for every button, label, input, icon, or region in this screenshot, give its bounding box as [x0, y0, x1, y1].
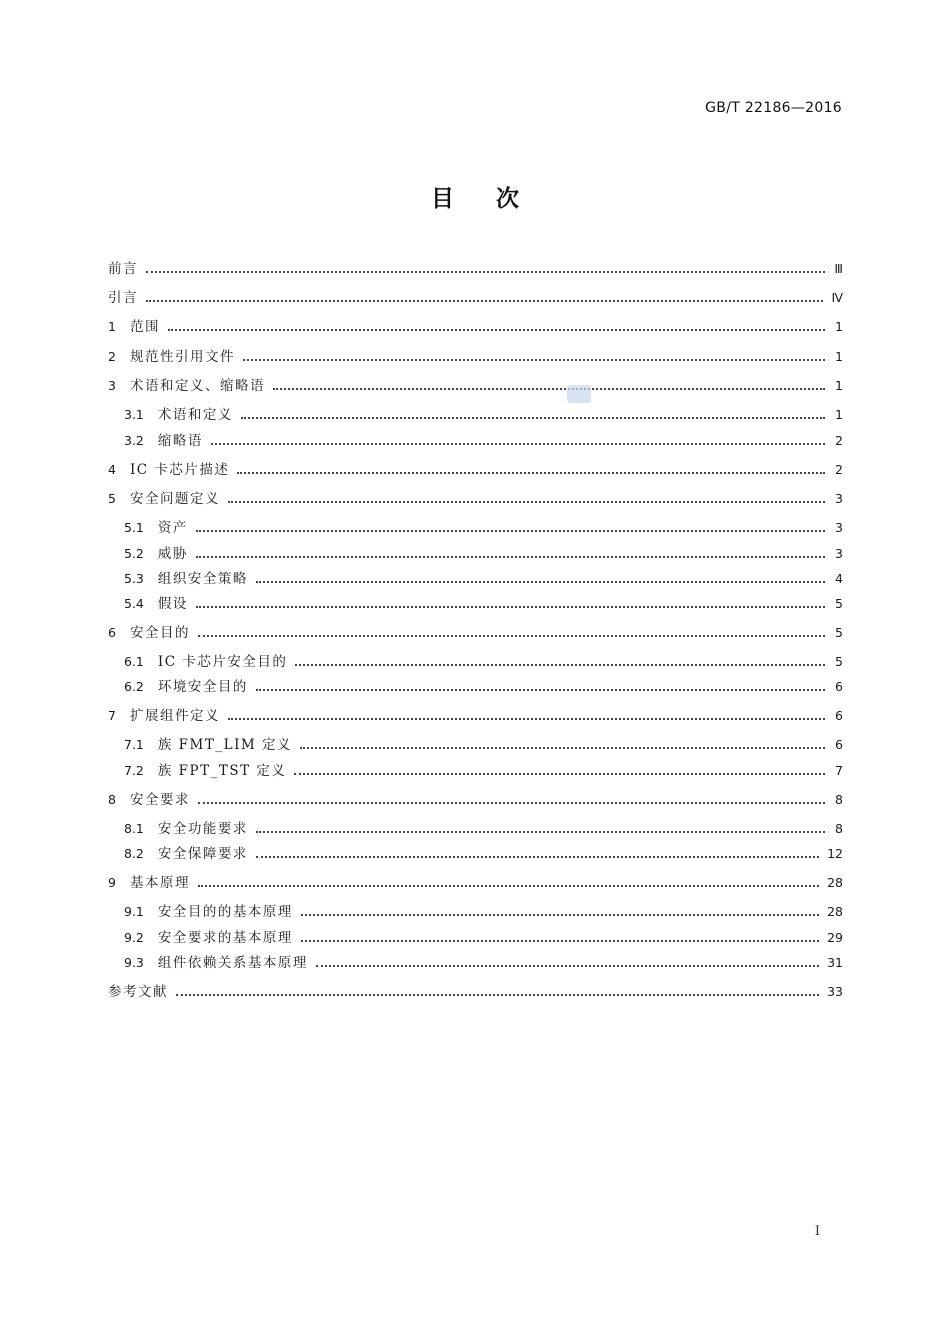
toc-dot-leader: [256, 856, 819, 858]
toc-dot-leader: [176, 994, 819, 996]
toc-entry-label: 威胁: [157, 546, 188, 562]
toc-entry-number: 3: [108, 378, 116, 393]
toc-entry-number: 2: [108, 349, 116, 364]
toc-entry-page: 1: [835, 319, 843, 334]
toc-dot-leader: [196, 606, 825, 608]
toc-entry[interactable]: [108, 789, 843, 811]
toc-entry[interactable]: [108, 258, 843, 280]
toc-dot-leader: [146, 271, 825, 273]
toc-entry-page: 33: [827, 984, 843, 999]
toc-entry-number: 1: [108, 319, 116, 334]
toc-entry[interactable]: [108, 952, 843, 974]
toc-entry-page: 5: [835, 596, 843, 611]
toc-entry-label: 扩展组件定义: [129, 708, 220, 724]
toc-entry[interactable]: [108, 676, 843, 698]
toc-entry[interactable]: [108, 843, 843, 865]
toc-entry[interactable]: [108, 872, 843, 894]
standard-number: GB/T 22186—2016: [705, 100, 842, 116]
toc-entry[interactable]: [108, 375, 843, 397]
toc-entry-number: 9.2: [124, 930, 144, 945]
toc-entry-label: 族 FPT_TST 定义: [157, 763, 287, 779]
toc-entry-label: 安全保障要求: [157, 846, 248, 862]
toc-entry-number: 8: [108, 792, 116, 807]
toc-entry-number: 7.2: [124, 763, 144, 778]
toc-entry-label: 组织安全策略: [157, 571, 248, 587]
toc-dot-leader: [300, 747, 825, 749]
toc-entry[interactable]: [108, 734, 843, 756]
toc-entry-page: 6: [835, 708, 843, 723]
toc-entry-number: 5.2: [124, 546, 144, 561]
toc-entry-label: 术语和定义: [157, 407, 233, 423]
toc-entry-label: 前言: [108, 261, 138, 277]
toc-entry-page: 8: [835, 821, 843, 836]
toc-entry-label: 参考文献: [108, 984, 168, 1000]
toc-entry-page: 5: [835, 625, 843, 640]
toc-entry-page: 28: [827, 875, 843, 890]
toc-entry-label: 安全目的的基本原理: [157, 904, 293, 920]
toc-dot-leader: [196, 530, 825, 532]
toc-entry-label: 安全目的: [129, 625, 190, 641]
toc-entry[interactable]: [108, 568, 843, 590]
toc-entry-page: 1: [835, 349, 843, 364]
toc-entry-number: 4: [108, 462, 116, 477]
toc-entry-number: 5.1: [124, 520, 144, 535]
toc-entry-number: 9.3: [124, 955, 144, 970]
toc-dot-leader: [211, 443, 825, 445]
toc-entry-label: 缩略语: [157, 433, 203, 449]
toc-dot-leader: [241, 417, 825, 419]
toc-entry-page: 1: [835, 378, 843, 393]
toc-entry-label: 引言: [108, 290, 138, 306]
toc-entry-label: 范围: [129, 319, 160, 335]
toc-dot-leader: [198, 885, 819, 887]
toc-entry-page: 3: [835, 491, 843, 506]
toc-entry[interactable]: [108, 622, 843, 644]
toc-entry-label: 组件依赖关系基本原理: [157, 955, 308, 971]
toc-entry[interactable]: [108, 346, 843, 368]
toc-entry-number: 5.4: [124, 596, 144, 611]
toc-entry[interactable]: [108, 543, 843, 565]
toc-dot-leader: [316, 965, 819, 967]
toc-dot-leader: [295, 664, 825, 666]
toc-dot-leader: [301, 914, 819, 916]
toc-entry-number: 7: [108, 708, 116, 723]
toc-entry-page: 28: [827, 904, 843, 919]
toc-entry-page: Ⅲ: [834, 261, 843, 276]
toc-dot-leader: [198, 635, 825, 637]
toc-entry-page: 2: [835, 462, 843, 477]
toc-entry-label: 安全问题定义: [129, 491, 220, 507]
toc-entry[interactable]: [108, 488, 843, 510]
toc-entry-number: 3.2: [124, 433, 144, 448]
toc-entry-number: 5: [108, 491, 116, 506]
toc-entry[interactable]: [108, 404, 843, 426]
toc-dot-leader: [228, 718, 825, 720]
toc-entry-page: 1: [835, 407, 843, 422]
toc-entry-page: 3: [835, 546, 843, 561]
toc-entry-page: 7: [835, 763, 843, 778]
toc-entry[interactable]: [108, 517, 843, 539]
toc-dot-leader: [256, 831, 825, 833]
toc-entry-page: 12: [827, 846, 843, 861]
toc-entry-label: 基本原理: [129, 875, 190, 891]
watermark-logo: [567, 385, 591, 403]
toc-dot-leader: [243, 359, 825, 361]
toc-dot-leader: [256, 581, 825, 583]
toc-entry-number: 9.1: [124, 904, 144, 919]
toc-entry[interactable]: [108, 760, 843, 782]
toc-entry-number: 3.1: [124, 407, 144, 422]
toc-entry-number: 6.2: [124, 679, 144, 694]
toc-entry-number: 7.1: [124, 737, 144, 752]
toc-entry-number: 9: [108, 875, 116, 890]
toc-dot-leader: [146, 300, 823, 302]
toc-entry[interactable]: [108, 705, 843, 727]
toc-entry-label: 安全要求: [129, 792, 190, 808]
toc-entry-page: 6: [835, 737, 843, 752]
toc-entry-label: 族 FMT_LIM 定义: [157, 737, 293, 753]
toc-entry[interactable]: [108, 287, 843, 309]
footer-page-number: I: [814, 1224, 820, 1239]
toc-entry[interactable]: [108, 927, 843, 949]
toc-title: 目次: [431, 186, 561, 212]
toc-entry[interactable]: [108, 316, 843, 338]
toc-entry[interactable]: [108, 593, 843, 615]
toc-dot-leader: [228, 501, 825, 503]
toc-entry[interactable]: [108, 651, 843, 673]
toc-entry-label: 安全功能要求: [157, 821, 248, 837]
toc-entry-label: 环境安全目的: [157, 679, 248, 695]
toc-dot-leader: [256, 689, 825, 691]
toc-entry-page: 5: [835, 654, 843, 669]
toc-entry-page: 3: [835, 520, 843, 535]
toc-entry-number: 8.1: [124, 821, 144, 836]
toc-entry[interactable]: [108, 901, 843, 923]
toc-entry-label: 假设: [157, 596, 188, 612]
toc-entry-page: 6: [835, 679, 843, 694]
toc-entry[interactable]: [108, 459, 843, 481]
toc-entry-page: 2: [835, 433, 843, 448]
toc-entry-number: 5.3: [124, 571, 144, 586]
toc-dot-leader: [196, 556, 825, 558]
toc-entry-page: Ⅳ: [831, 290, 843, 305]
toc-entry-label: 安全要求的基本原理: [157, 930, 293, 946]
toc-entry-page: 29: [827, 930, 843, 945]
toc-entry-label: 术语和定义、缩略语: [129, 378, 265, 394]
toc-entry-page: 8: [835, 792, 843, 807]
toc-entry-label: 资产: [157, 520, 188, 536]
toc-entry[interactable]: [108, 981, 843, 1003]
toc-entry-page: 4: [835, 571, 843, 586]
toc-dot-leader: [198, 802, 825, 804]
toc-entry[interactable]: [108, 818, 843, 840]
toc-dot-leader: [301, 940, 819, 942]
toc-entry-page: 31: [827, 955, 843, 970]
toc-entry-number: 6: [108, 625, 116, 640]
toc-entry-label: IC 卡芯片描述: [129, 462, 230, 478]
toc-entry[interactable]: [108, 430, 843, 452]
toc-entry-label: 规范性引用文件: [129, 349, 235, 365]
toc-dot-leader: [168, 329, 825, 331]
toc-dot-leader: [294, 773, 825, 775]
toc-entry-number: 8.2: [124, 846, 144, 861]
toc-dot-leader: [273, 388, 825, 390]
toc-dot-leader: [237, 472, 825, 474]
toc-entry-number: 6.1: [124, 654, 144, 669]
toc-entry-label: IC 卡芯片安全目的: [157, 654, 288, 670]
